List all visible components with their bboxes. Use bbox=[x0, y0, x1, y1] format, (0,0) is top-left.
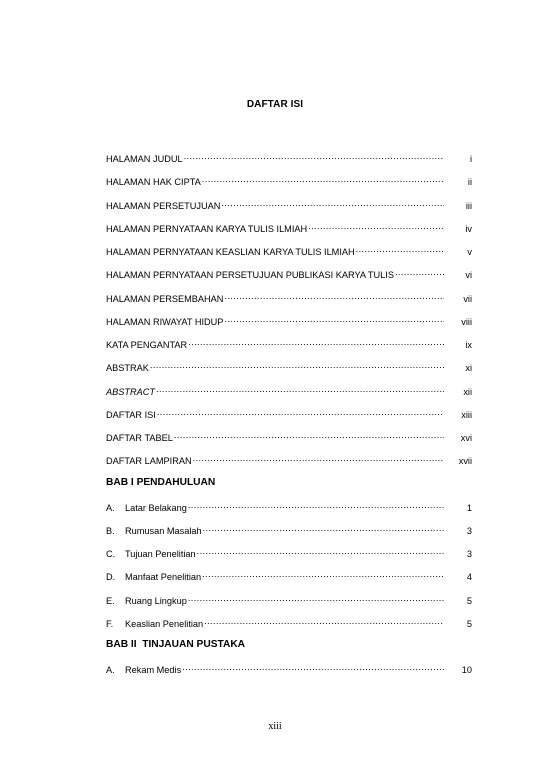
toc-subentry-label: Manfaat Penelitian bbox=[125, 572, 202, 583]
toc-subentry-letter: C. bbox=[106, 549, 116, 559]
toc-subentry[interactable] bbox=[106, 545, 472, 568]
toc-subentry[interactable] bbox=[106, 592, 472, 615]
toc-entry[interactable] bbox=[106, 150, 472, 173]
toc-subentry-label: Keaslian Penelitian bbox=[125, 618, 204, 629]
toc-leader-dots bbox=[193, 452, 444, 464]
toc-leader-dots bbox=[308, 220, 444, 232]
toc-subentry[interactable] bbox=[106, 568, 472, 591]
table-of-contents bbox=[106, 150, 472, 684]
toc-entry-page: xi bbox=[465, 363, 472, 374]
toc-leader-dots bbox=[188, 336, 444, 348]
toc-entry-page: vi bbox=[465, 270, 472, 281]
toc-entry[interactable] bbox=[106, 313, 472, 336]
toc-subentry-letter: A. bbox=[106, 665, 115, 675]
toc-entry-page: i bbox=[469, 154, 472, 164]
toc-entry-label: HALAMAN PERNYATAAN PERSETUJUAN PUBLIKASI KARYA TULIS bbox=[106, 270, 394, 281]
toc-subentry[interactable] bbox=[106, 615, 472, 638]
toc-entry[interactable] bbox=[106, 429, 472, 452]
toc-subentry-letter: D. bbox=[106, 572, 116, 583]
footer-page-number: xiii bbox=[268, 721, 282, 732]
toc-leader-dots bbox=[188, 592, 444, 604]
toc-leader-dots bbox=[202, 173, 444, 185]
toc-subentry-letter: E. bbox=[106, 595, 115, 606]
toc-entry[interactable] bbox=[106, 197, 472, 220]
toc-entry-page: iii bbox=[465, 200, 472, 211]
toc-leader-dots bbox=[156, 383, 444, 395]
chapter-heading[interactable]: BAB II TINJAUAN PUSTAKA bbox=[106, 639, 246, 650]
toc-entry[interactable] bbox=[106, 452, 472, 475]
toc-subentry-letter: B. bbox=[106, 525, 115, 536]
toc-leader-dots bbox=[395, 266, 444, 278]
toc-entry-page: vii bbox=[463, 293, 472, 304]
toc-entry-label: ABSTRACT bbox=[106, 386, 156, 397]
toc-entry-page: xii bbox=[463, 386, 472, 397]
toc-entry-label: HALAMAN PERSEMBAHAN bbox=[106, 293, 224, 304]
toc-subentry-label: Rekam Medis bbox=[125, 665, 182, 675]
toc-entry[interactable] bbox=[106, 290, 472, 313]
toc-leader-dots bbox=[221, 197, 444, 209]
toc-subentry-page: 5 bbox=[466, 618, 472, 629]
toc-entry-label: HALAMAN HAK CIPTA bbox=[106, 177, 201, 188]
toc-leader-dots bbox=[224, 290, 444, 302]
toc-subentry-label: Latar Belakang bbox=[125, 502, 187, 513]
toc-entry-label: KATA PENGANTAR bbox=[106, 340, 188, 350]
toc-entry[interactable] bbox=[106, 383, 472, 406]
toc-entry-label: HALAMAN PERNYATAAN KEASLIAN KARYA TULIS ILMIAH bbox=[106, 247, 355, 257]
toc-entry-label: DAFTAR ISI bbox=[106, 409, 156, 420]
toc-entry-label: DAFTAR LAMPIRAN bbox=[106, 456, 192, 467]
toc-entry-page: iv bbox=[465, 223, 472, 234]
toc-entry-label: DAFTAR TABEL bbox=[106, 433, 173, 443]
toc-entry-label: HALAMAN PERNYATAAN KARYA TULIS ILMIAH bbox=[106, 223, 308, 234]
toc-leader-dots bbox=[157, 406, 444, 418]
toc-subentry-page: 4 bbox=[466, 572, 472, 583]
toc-leader-dots bbox=[224, 313, 444, 325]
toc-subentry[interactable] bbox=[106, 499, 472, 522]
toc-entry-page: xiii bbox=[461, 409, 472, 420]
toc-entry[interactable] bbox=[106, 359, 472, 382]
toc-subentry-label: Tujuan Penelitian bbox=[125, 549, 196, 559]
toc-entry-label: HALAMAN PERSETUJUAN bbox=[106, 200, 221, 211]
toc-leader-dots bbox=[184, 150, 444, 162]
toc-leader-dots bbox=[150, 359, 444, 371]
toc-entry-page: xvii bbox=[458, 456, 472, 467]
toc-entry-label: HALAMAN JUDUL bbox=[106, 154, 183, 164]
toc-leader-dots bbox=[202, 568, 444, 580]
toc-subentry-page: 5 bbox=[466, 595, 472, 606]
toc-entry-page: xvi bbox=[460, 433, 472, 443]
toc-entry-label: HALAMAN RIWAYAT HIDUP bbox=[106, 316, 224, 327]
toc-entry-page: viii bbox=[461, 316, 472, 327]
toc-leader-dots bbox=[197, 545, 444, 557]
toc-subentry-page: 10 bbox=[461, 665, 472, 675]
toc-leader-dots bbox=[203, 522, 444, 534]
toc-subentry[interactable] bbox=[106, 661, 472, 684]
toc-entry[interactable] bbox=[106, 243, 472, 266]
toc-leader-dots bbox=[356, 243, 444, 255]
toc-entry-page: ii bbox=[467, 177, 472, 188]
toc-entry[interactable] bbox=[106, 220, 472, 243]
toc-entry[interactable] bbox=[106, 266, 472, 289]
toc-subentry-page: 3 bbox=[466, 525, 472, 536]
toc-leader-dots bbox=[182, 661, 444, 673]
toc-leader-dots bbox=[204, 615, 444, 627]
toc-entry[interactable] bbox=[106, 173, 472, 196]
toc-entry-label: ABSTRAK bbox=[106, 363, 149, 374]
toc-entry-page: v bbox=[467, 247, 472, 257]
toc-subentry-page: 1 bbox=[466, 502, 472, 513]
toc-subentry-letter: F. bbox=[106, 618, 114, 629]
toc-subentry-letter: A. bbox=[106, 502, 115, 513]
toc-entry[interactable] bbox=[106, 336, 472, 359]
toc-subentry-page: 3 bbox=[466, 549, 472, 559]
toc-leader-dots bbox=[188, 499, 444, 511]
toc-subentry[interactable] bbox=[106, 522, 472, 545]
toc-subentry-label: Ruang Lingkup bbox=[125, 595, 187, 606]
toc-subentry-label: Rumusan Masalah bbox=[125, 525, 202, 536]
toc-entry[interactable] bbox=[106, 406, 472, 429]
page-title: DAFTAR ISI bbox=[246, 99, 304, 110]
toc-leader-dots bbox=[174, 429, 444, 441]
chapter-heading[interactable]: BAB I PENDAHULUAN bbox=[106, 476, 216, 488]
toc-entry-page: ix bbox=[465, 340, 472, 350]
